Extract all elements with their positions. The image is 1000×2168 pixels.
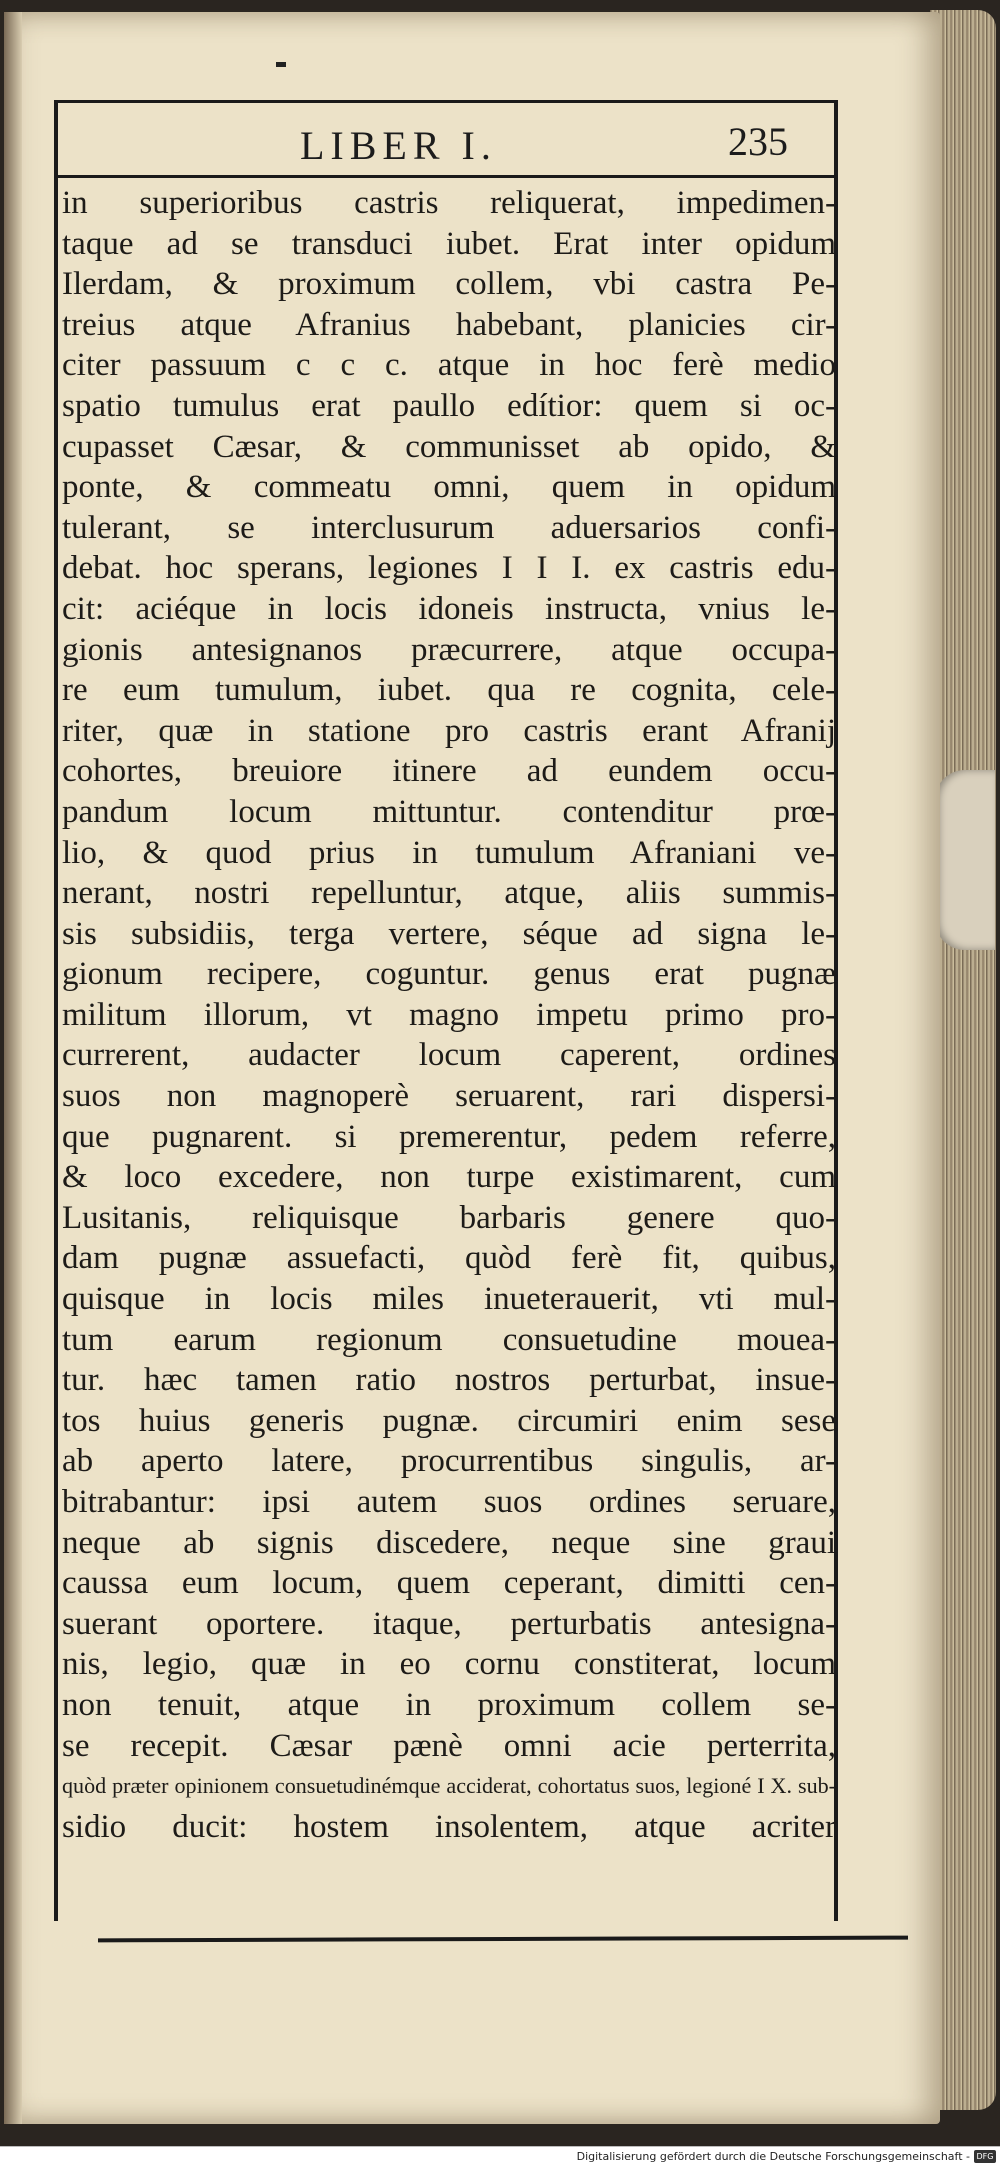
- text-line: tur. hæc tamen ratio nostros perturbat, insue-: [62, 1362, 836, 1399]
- dfg-logo-badge: DFG: [974, 2150, 996, 2163]
- text-line: militum illorum, vt magno impetu primo pro-: [62, 996, 836, 1033]
- digitization-credit: Digitalisierung gefördert durch die Deutsche Forschungsgemeinschaft -: [576, 2150, 970, 2163]
- text-line: lio, & quod prius in tumulum Afraniani ve-: [62, 834, 836, 871]
- text-line: riter, quæ in statione pro castris erant Afranij: [62, 712, 836, 749]
- text-line: Ilerdam, & proximum collem, vbi castra Pe-: [62, 266, 836, 303]
- text-line: cohortes, breuiore itinere ad eundem occu-: [62, 753, 836, 790]
- header-rule: [54, 175, 838, 178]
- text-line: tos huius generis pugnæ. circumiri enim sese: [62, 1402, 836, 1439]
- text-line: nerant, nostri repelluntur, atque, aliis summis-: [62, 875, 836, 912]
- text-line: neque ab signis discedere, neque sine graui: [62, 1524, 836, 1561]
- book-clasp: [935, 770, 995, 950]
- text-line: ponte, & commeatu omni, quem in opidum: [62, 469, 836, 506]
- page-number: 235: [728, 119, 788, 164]
- text-line: caussa eum locum, quem ceperant, dimitti cen-: [62, 1565, 836, 1602]
- text-line: se recepit. Cæsar pænè omni acie perterrita,: [62, 1727, 836, 1764]
- text-line: nis, legio, quæ in eo cornu constiterat, locum: [62, 1646, 836, 1683]
- text-line: & loco excedere, non turpe existimarent, cum: [62, 1159, 836, 1196]
- printer-mark: [276, 62, 286, 67]
- text-line: bitrabantur: ipsi autem suos ordines seruare,: [62, 1484, 836, 1520]
- text-line: sis subsidiis, terga vertere, séque ad signa le-: [62, 915, 836, 952]
- text-line: pandum locum mittuntur. contenditur prœ-: [62, 793, 836, 830]
- text-line: tum earum regionum consuetudine moueа-: [62, 1321, 836, 1358]
- text-line: sidio ducit: hostem insolentem, atque acriter: [62, 1808, 836, 1845]
- text-block: [62, 183, 836, 1847]
- text-line: ab aperto latere, procurrentibus singulis, ar-: [62, 1443, 836, 1480]
- text-line: treius atque Afranius habebant, planicies cir-: [62, 306, 836, 343]
- text-line: gionum recipere, coguntur. genus erat pugnæ: [62, 956, 836, 993]
- text-line: suerant oportere. itaque, perturbatis antesigna-: [62, 1605, 836, 1642]
- text-line: cit: aciéque in locis idoneis instructa, vnius le-: [62, 590, 836, 627]
- text-line: citer passuum c c c. atque in hoc ferè medio: [62, 347, 836, 384]
- text-line: debat. hoc sperans, legiones I I I. ex castris edu-: [62, 550, 836, 587]
- text-line: gionis antesignanos præcurrere, atque occupa-: [62, 631, 836, 668]
- running-head: LIBER I.: [300, 123, 497, 168]
- text-line: currerent, audacter locum caperent, ordines: [62, 1037, 836, 1074]
- text-line: non tenuit, atque in proximum collem se-: [62, 1686, 836, 1723]
- text-line: spatio tumulus erat paullo edítior: quem si oc-: [62, 387, 836, 424]
- text-line: tulerant, se interclusurum aduersarios confi-: [62, 509, 836, 546]
- text-line: suos non magnoperè seruarent, rari dispersi-: [62, 1078, 836, 1115]
- text-line: dam pugnæ assuefacti, quòd ferè fit, quibus,: [62, 1240, 836, 1277]
- text-line: que pugnarent. si premerentur, pedem referre,: [62, 1118, 836, 1155]
- text-line: in superioribus castris reliquerat, impedimen-: [62, 185, 836, 221]
- text-line: taque ad se transduci iubet. Erat inter opidum: [62, 225, 836, 262]
- text-line: quisque in locis miles inueterauerit, vti mul-: [62, 1281, 836, 1318]
- footer-bar: [0, 2146, 1000, 2168]
- text-line: re eum tumulum, iubet. qua re cognita, cele-: [62, 672, 836, 709]
- text-line: cupasset Cæsar, & communisset ab opido, &: [62, 428, 836, 465]
- text-line: Lusitanis, reliquisque barbaris genere quo-: [62, 1199, 836, 1236]
- page-gutter: [4, 12, 22, 2124]
- text-line: quòd præter opinionem consuetudinémque acciderat, cohortatus suos, legioné I X. sub-: [62, 1773, 836, 1799]
